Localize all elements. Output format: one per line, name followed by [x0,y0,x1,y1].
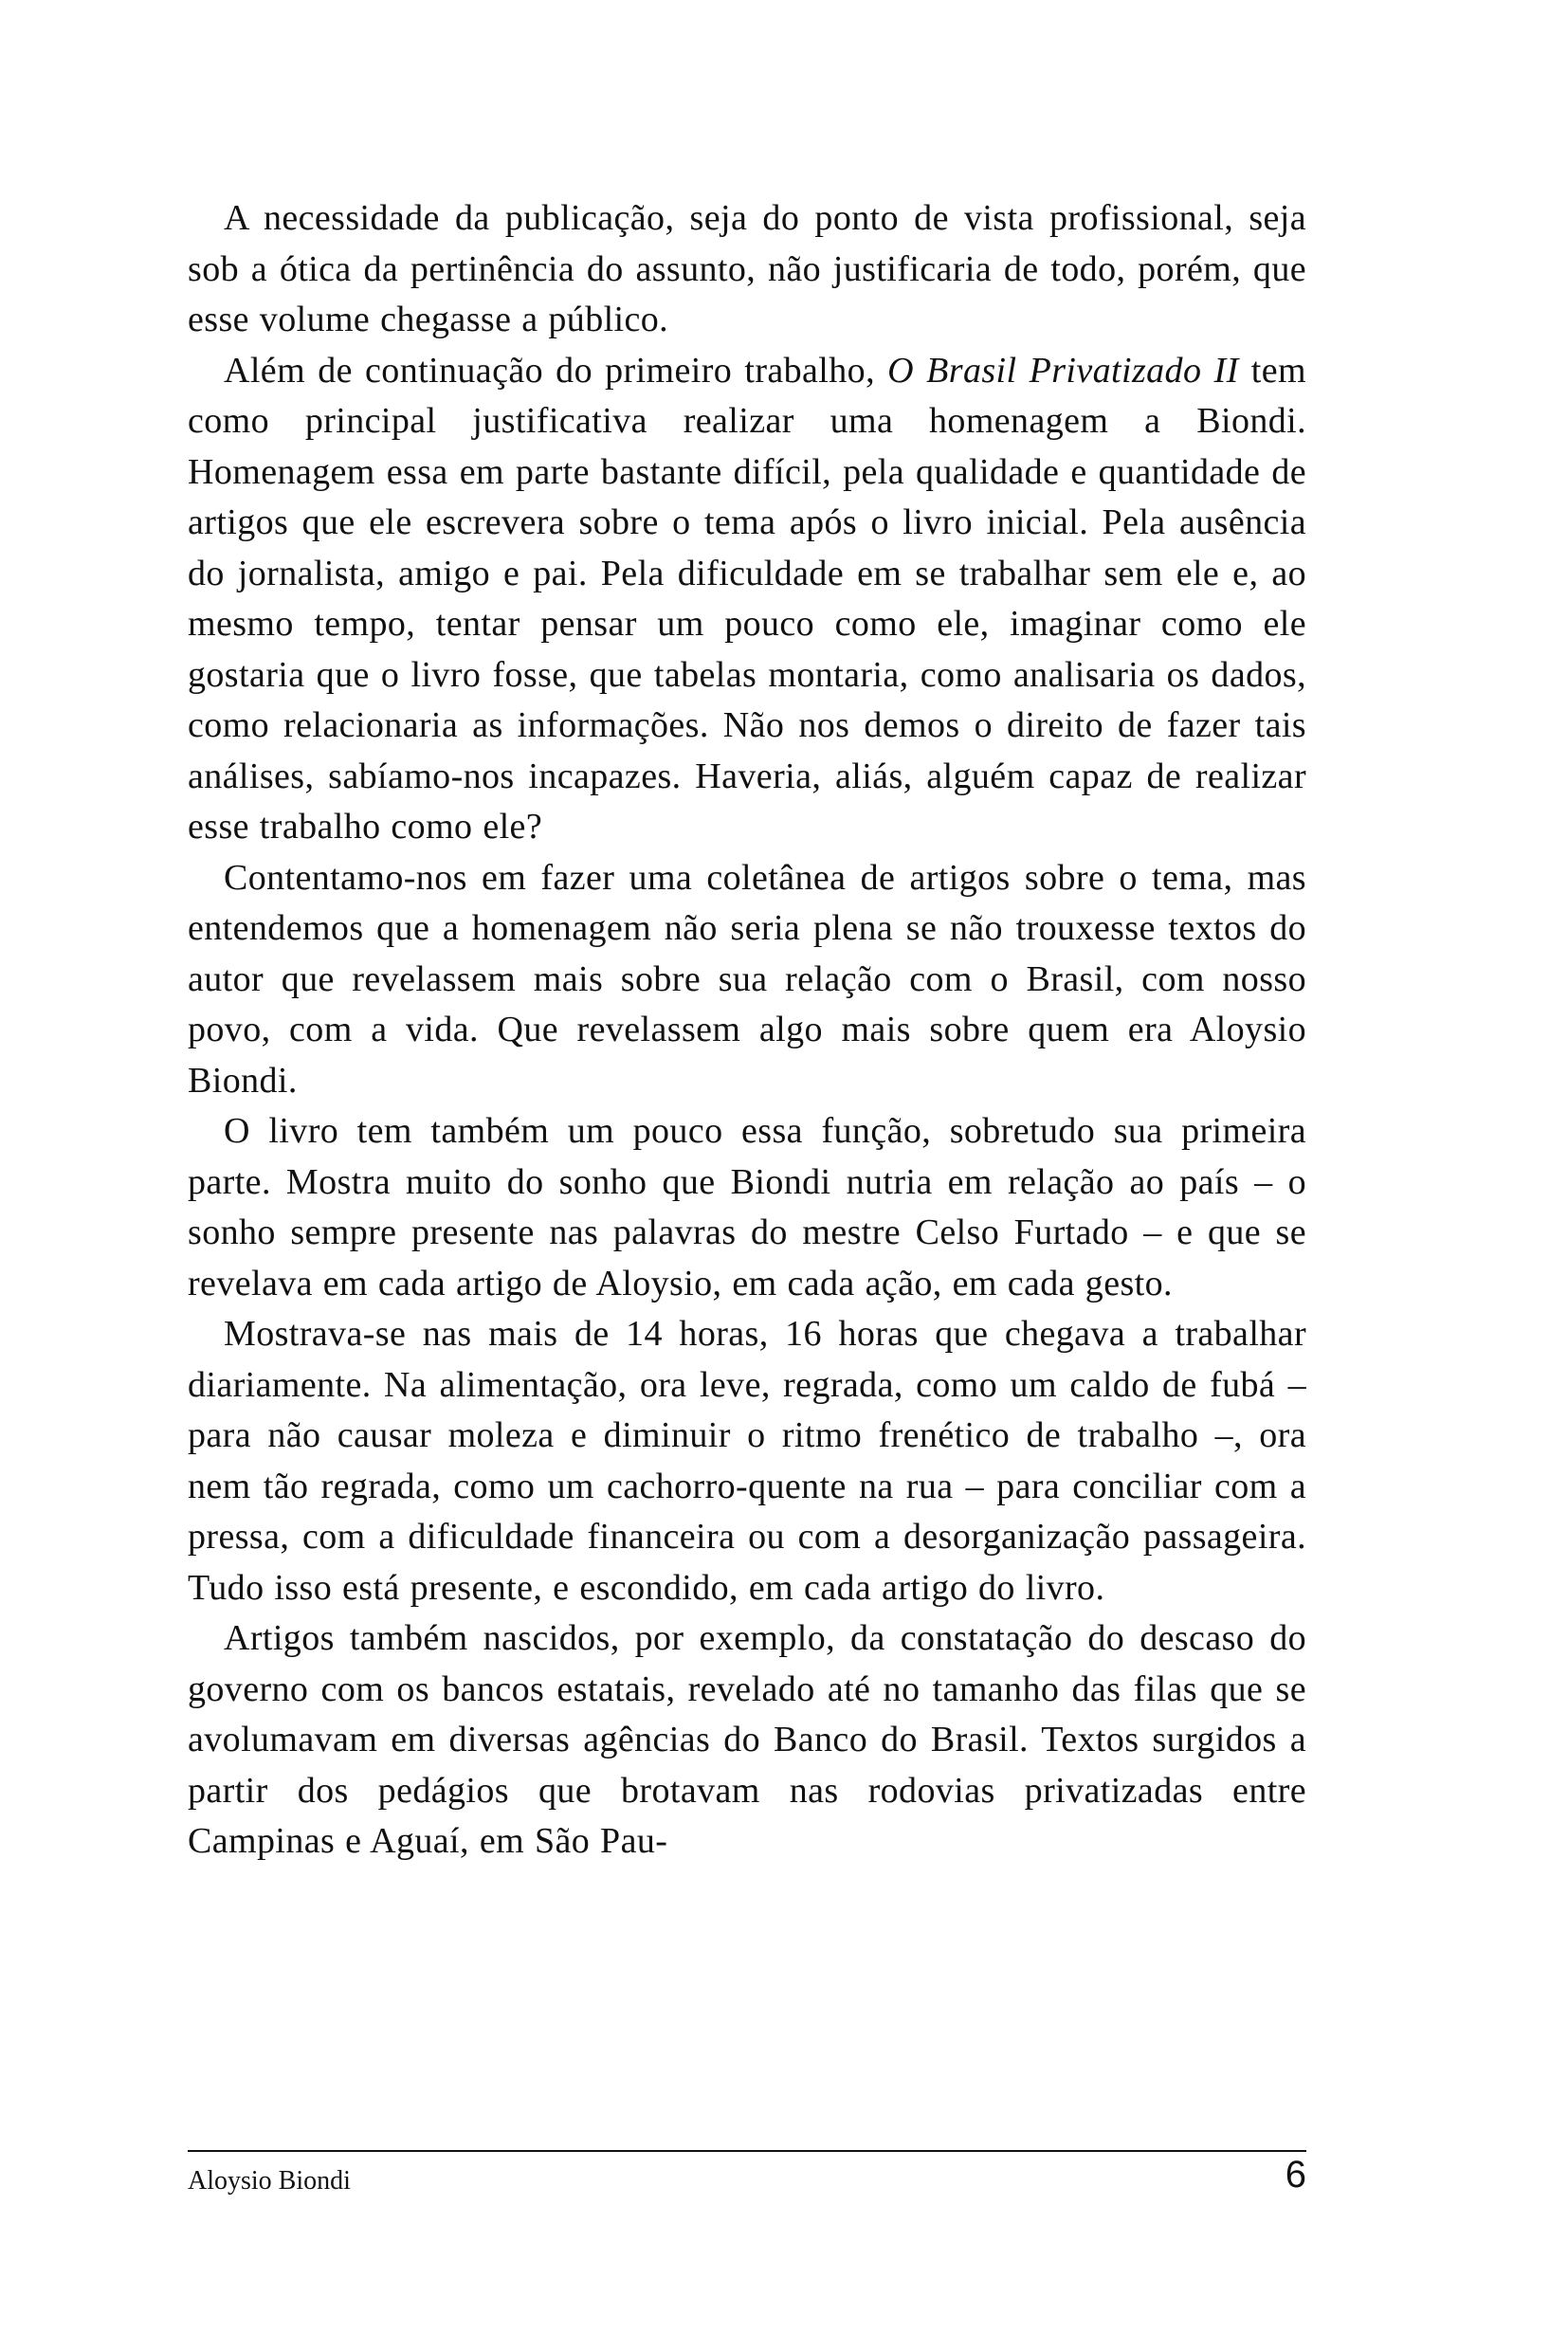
paragraph-2 [188,346,1306,853]
paragraph-1: A necessidade da publicação, seja do ponto de vista profissional, seja sob a ótica da pertinência do assunto, não justificaria de todo, porém, que esse volume chegasse a público. [188,198,1306,339]
book-title: O Brasil Privatizado II [887,350,1239,391]
paragraph-2-rest: tem como principal justificativa realizar uma homenagem a Biondi. Homenagem essa em parte bastante difícil, pela qualidade e quantidade de artigos que ele escrevera sobre o tema após o livro inicial. Pela ausência do jornalista, amigo e pai. Pela dificuldade em se trabalhar sem ele e, ao mesmo tempo, tentar pensar um pouco como ele, imaginar como ele gostaria que o livro fosse, que tabelas montaria, como analisaria os dados, como relacionaria as informações. Não nos demos o direito de fazer tais análises, sabíamo-nos incapazes. Haveria, aliás, alguém capaz de realizar esse trabalho como ele? [188,350,1306,847]
footer-divider [188,2150,1306,2152]
footer-author: Aloysio Biondi [188,2166,351,2196]
paragraph-5: Mostrava-se nas mais de 14 horas, 16 horas que chegava a trabalhar diariamente. Na alimentação, ora leve, regrada, como um caldo de fubá – para não causar moleza e diminuir o ritmo frenético de trabalho –, ora nem tão regrada, como um cachorro-quente na rua – para conciliar com a pressa, com a dificuldade financeira ou com a desorganização passageira. Tudo isso está presente, e escondido, em cada artigo do livro. [188,1314,1306,1608]
paragraph-2-start: Além de continuação do primeiro trabalho, [224,350,888,391]
paragraph-6: Artigos também nascidos, por exemplo, da constatação do descaso do governo com os bancos estatais, revelado até no tamanho das filas que se avolumavam em diversas agências do Banco do Brasil. Textos surgidos a partir dos pedágios que brotavam nas rodovias privatizadas entre Campinas e Aguaí, em São Pau- [188,1618,1306,1861]
page-number: 6 [1285,2154,1306,2196]
paragraph-4: O livro tem também um pouco essa função, sobretudo sua primeira parte. Mostra muito do sonho que Biondi nutria em relação ao país – o sonho sempre presente nas palavras do mestre Celso Furtado – e que se revelava em cada artigo de Aloysio, em cada ação, em cada gesto. [188,1111,1306,1303]
body-text [188,193,1306,1868]
paragraph-3: Contentamo-nos em fazer uma coletânea de artigos sobre o tema, mas entendemos que a homenagem não seria plena se não trouxesse textos do autor que revelassem mais sobre sua relação com o Brasil, com nosso povo, com a vida. Que revelassem algo mais sobre quem era Aloysio Biondi. [188,857,1306,1101]
